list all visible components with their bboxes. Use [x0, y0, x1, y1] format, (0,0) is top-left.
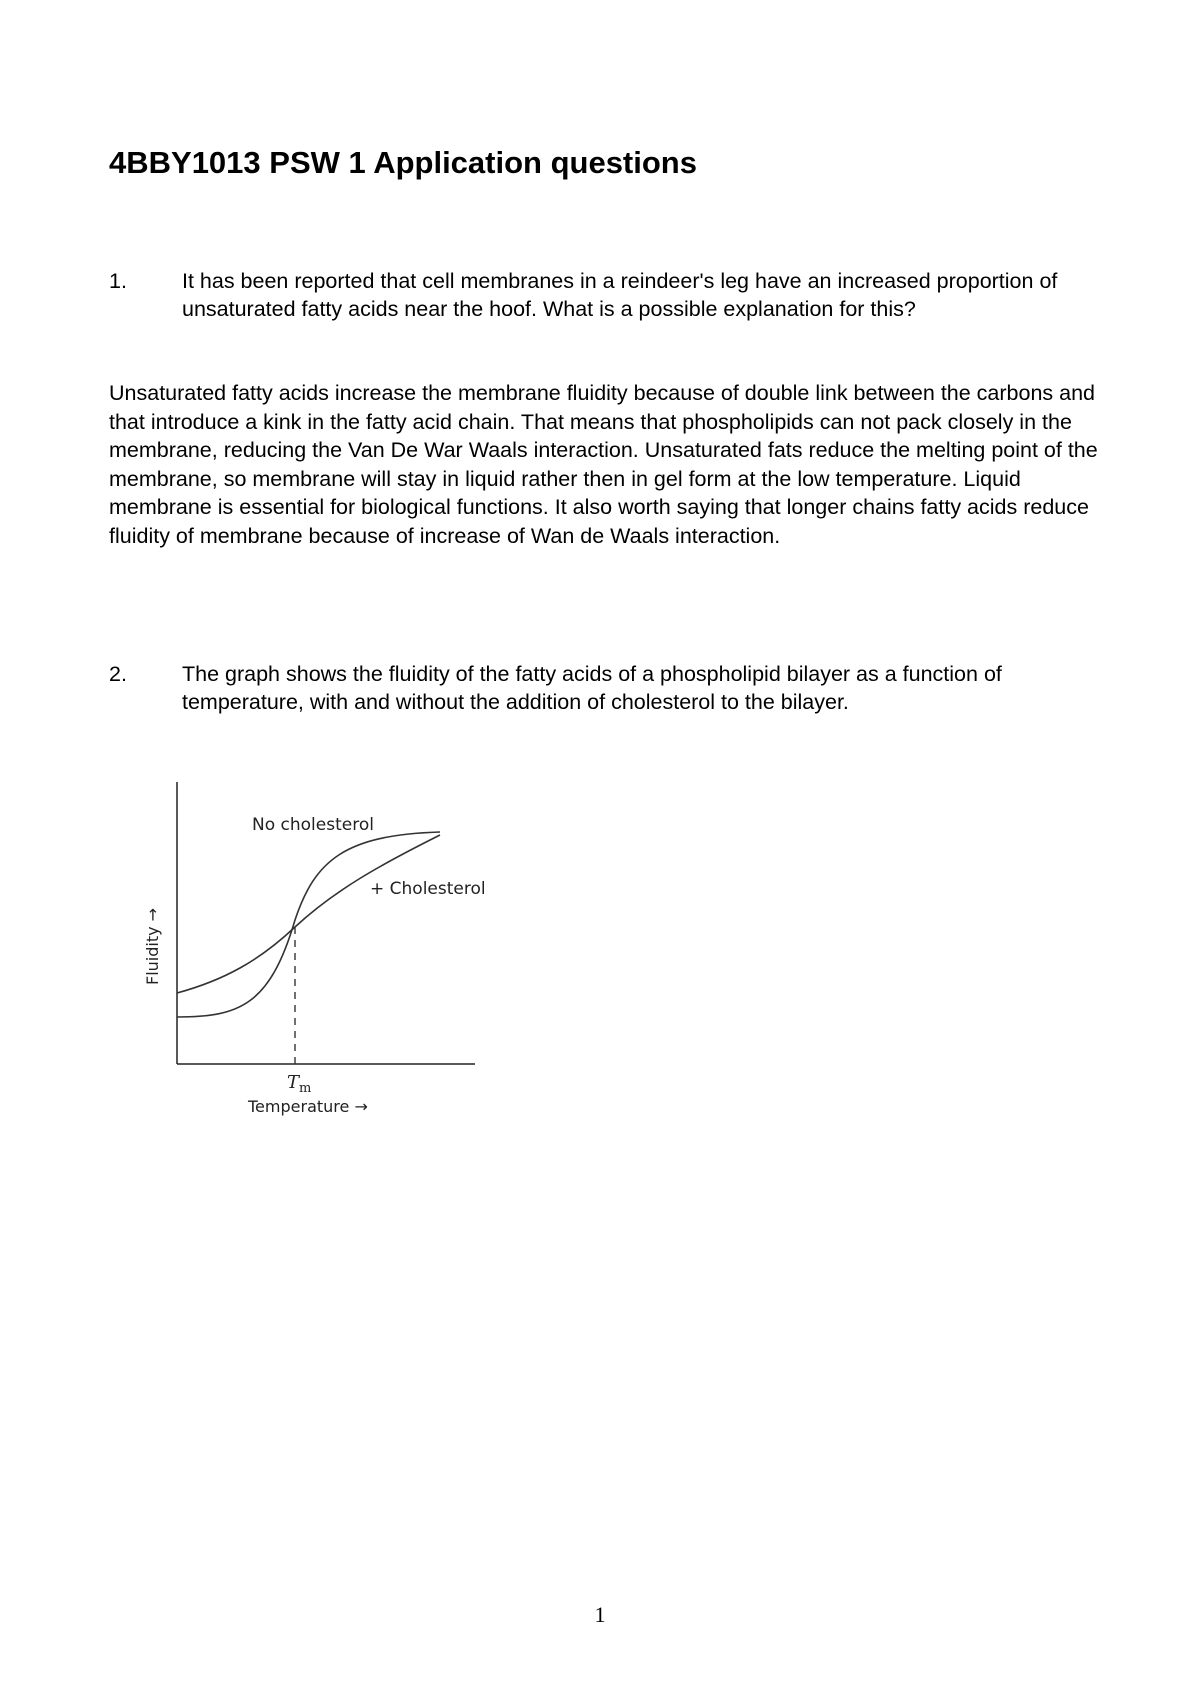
- question-number: 1.: [109, 269, 127, 293]
- question-2: [109, 660, 1119, 716]
- chart-svg: [130, 770, 510, 1130]
- x-axis-label: Temperature →: [248, 1097, 368, 1116]
- series-cholesterol-line: [177, 835, 440, 993]
- label-no-cholesterol: No cholesterol: [252, 815, 374, 835]
- question-1: [109, 267, 1119, 323]
- page-title: 4BBY1013 PSW 1 Application questions: [109, 145, 697, 180]
- question-text: It has been reported that cell membranes in a reindeer's leg have an increased proportion of unsaturated fatty acids near the hoof. What is a possible explanation for this?: [182, 269, 1058, 321]
- tm-label: $T_m$: [287, 1072, 312, 1096]
- series-no-cholesterol-line: [177, 832, 440, 1017]
- question-text: The graph shows the fluidity of the fatty acids of a phospholipid bilayer as a function of temperature, with and without the addition of cholesterol to the bilayer.: [182, 662, 1002, 714]
- fluidity-chart: [130, 770, 510, 1130]
- page-number: 1: [594, 1602, 606, 1627]
- label-cholesterol: + Cholesterol: [370, 879, 486, 899]
- answer-paragraph: Unsaturated fatty acids increase the membrane fluidity because of double link between the carbons and that introduce a kink in the fatty acid chain. That means that phospholipids can not pack closely in the membrane, reducing the Van De War Waals interaction. Unsaturated fats reduce the melting point of the membrane, so membrane will stay in liquid rather then in gel form at the low temperature. Liquid membrane is essential for biological functions. It also worth saying that longer chains fatty acids reduce fluidity of membrane because of increase of Wan de Waals interaction.: [109, 381, 1098, 548]
- question-number: 2.: [109, 662, 127, 686]
- y-axis-label: Fluidity →: [143, 907, 162, 985]
